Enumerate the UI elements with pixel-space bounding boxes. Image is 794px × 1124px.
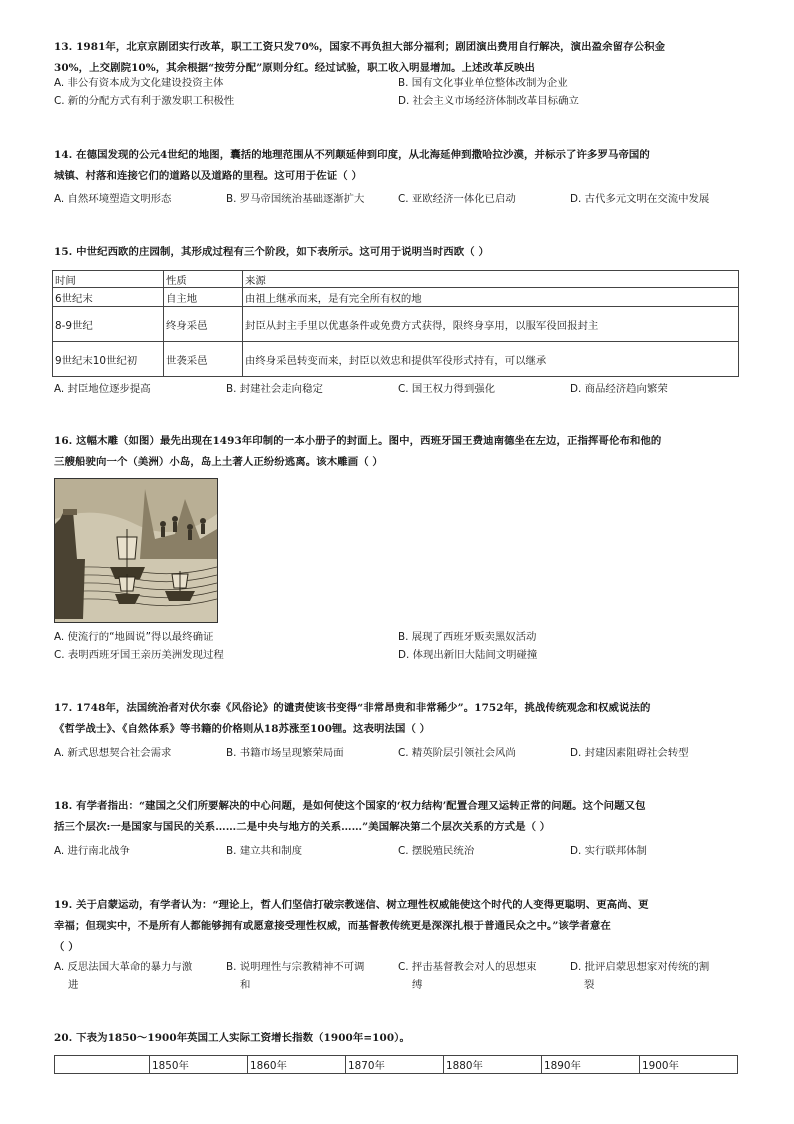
q14-stem xyxy=(54,145,744,187)
q13-option-d: D. 社会主义市场经济体制改革目标确立 xyxy=(398,95,579,107)
q13-option-b: B. 国有文化事业单位整体改制为企业 xyxy=(398,77,568,89)
header-time: 时间 xyxy=(53,271,164,288)
q19-option-c-line1: C. 抨击基督教会对人的思想束 xyxy=(398,961,537,973)
table-header-row xyxy=(53,271,739,288)
woodcut-illustration xyxy=(55,479,217,622)
cell-nature: 世袭采邑 xyxy=(164,342,243,377)
q13-stem xyxy=(54,37,744,79)
q18-stem-line2: 括三个层次:一是国家与国民的关系……二是中央与地方的关系……”美国解决第二个层次关系的方式是（ ） xyxy=(54,821,551,833)
q18-option-c: C. 摆脱殖民统治 xyxy=(398,845,475,857)
table-row xyxy=(53,288,739,307)
year-cell xyxy=(55,1056,150,1074)
q17-stem xyxy=(54,698,744,740)
q16-stem xyxy=(54,431,744,473)
q16-option-d: D. 体现出新旧大陆间文明碰撞 xyxy=(398,649,538,661)
q19-option-b-line1: B. 说明理性与宗教精神不可调 xyxy=(226,961,365,973)
q19-stem-line2: 幸福；但现实中，不是所有人都能够拥有或愿意接受理性权威，而基督教传统更是深深扎根于普通民众之中。”该学者意在 xyxy=(54,920,611,932)
header-nature: 性质 xyxy=(164,271,243,288)
q14-stem-line1: 14. 在德国发现的公元4世纪的地图，囊括的地理范围从不列颠延伸到印度，从北海延伸到撒哈拉沙漠，并标示了许多罗马帝国的 xyxy=(54,149,650,161)
q14-option-d: D. 古代多元文明在交流中发展 xyxy=(570,193,710,205)
q20-stem: 20. 下表为1850～1900年英国工人实际工资增长指数（1900年=100）。 xyxy=(54,1032,410,1044)
q15-option-d: D. 商品经济趋向繁荣 xyxy=(570,383,668,395)
q19-option-a-line1: A. 反思法国大革命的暴力与激 xyxy=(54,961,193,973)
cell-nature: 自主地 xyxy=(164,288,243,307)
header-source: 来源 xyxy=(243,271,739,288)
year-cell: 1880年 xyxy=(444,1056,542,1074)
year-cell: 1850年 xyxy=(150,1056,248,1074)
table-header-row xyxy=(55,1056,738,1074)
table-row xyxy=(53,342,739,377)
cell-nature: 终身采邑 xyxy=(164,307,243,342)
q15-option-c: C. 国王权力得到强化 xyxy=(398,383,495,395)
q19-stem-line1: 19. 关于启蒙运动，有学者认为：“理论上，哲人们坚信打破宗教迷信、树立理性权威能使这个时代的人变得更聪明、更高尚、更 xyxy=(54,899,649,911)
q19-option-a-line2: 进 xyxy=(68,979,79,991)
q13-stem-line2: 30%，上交剧院10%，其余根据“按劳分配”原则分红。经过试验，职工收入明显增加。上述改革反映出 xyxy=(54,62,536,74)
q16-option-c: C. 表明西班牙国王亲历美洲发现过程 xyxy=(54,649,224,661)
q13-stem-line1: 13. 1981年，北京京剧团实行改革，职工工资只发70%，国家不再负担大部分福利；剧团演出费用自行解决，演出盈余留存公积金 xyxy=(54,41,666,53)
cell-source: 由终身采邑转变而来，封臣以效忠和提供军役形式持有，可以继承 xyxy=(243,342,739,377)
q17-option-d: D. 封建因素阻碍社会转型 xyxy=(570,747,689,759)
q19-option-c xyxy=(398,958,558,994)
cell-source: 由祖上继承而来，是有完全所有权的地 xyxy=(243,288,739,307)
q15-option-b: B. 封建社会走向稳定 xyxy=(226,383,323,395)
q17-option-a: A. 新式思想契合社会需求 xyxy=(54,747,172,759)
q17-stem-line2: 《哲学战士》、《自然体系》等书籍的价格则从18苏涨至100锂。这表明法国（ ） xyxy=(54,723,431,735)
q19-stem xyxy=(54,895,744,958)
q19-option-c-line2: 缚 xyxy=(412,979,423,991)
q15-stem: 15. 中世纪西欧的庄园制，其形成过程有三个阶段，如下表所示。这可用于说明当时西欧（ ） xyxy=(54,246,489,258)
q20-table xyxy=(54,1055,738,1074)
cell-time: 8-9世纪 xyxy=(53,307,164,342)
q18-stem-line1: 18. 有学者指出：“建国之父们所要解决的中心问题，是如何使这个国家的‘权力结构’配置合理又运转正常的问题。这个问题又包 xyxy=(54,800,646,812)
table-row xyxy=(53,307,739,342)
year-cell: 1870年 xyxy=(346,1056,444,1074)
q14-option-a: A. 自然环境塑造文明形态 xyxy=(54,193,172,205)
q19-option-b-line2: 和 xyxy=(240,979,251,991)
q18-option-d: D. 实行联邦体制 xyxy=(570,845,647,857)
q16-option-b: B. 展现了西班牙贩卖黑奴活动 xyxy=(398,631,537,643)
q19-option-d-line2: 裂 xyxy=(584,979,595,991)
q18-option-a: A. 进行南北战争 xyxy=(54,845,130,857)
year-cell: 1890年 xyxy=(542,1056,640,1074)
q13-option-a: A. 非公有资本成为文化建设投资主体 xyxy=(54,77,224,89)
q14-option-c: C. 亚欧经济一体化已启动 xyxy=(398,193,516,205)
year-cell: 1860年 xyxy=(248,1056,346,1074)
q19-option-d-line1: D. 批评启蒙思想家对传统的割 xyxy=(570,961,710,973)
cell-source: 封臣从封主手里以优惠条件或免费方式获得，限终身享用，以服军役回报封主 xyxy=(243,307,739,342)
q16-stem-line2: 三艘船驶向一个（美洲）小岛，岛上土著人正纷纷逃离。该木雕画（ ） xyxy=(54,456,383,468)
year-cell: 1900年 xyxy=(640,1056,738,1074)
q19-stem-line3: （ ） xyxy=(54,941,79,953)
q19-option-b xyxy=(226,958,386,994)
q13-option-c: C. 新的分配方式有利于激发职工积极性 xyxy=(54,95,235,107)
q19-option-d xyxy=(570,958,740,994)
q19-option-a xyxy=(54,958,214,994)
columbus-woodcut-image xyxy=(54,478,218,623)
q14-stem-line2: 城镇、村落和连接它们的道路以及道路的里程。这可用于佐证（ ） xyxy=(54,170,362,182)
q15-table xyxy=(52,270,739,377)
q18-option-b: B. 建立共和制度 xyxy=(226,845,303,857)
cell-time: 6世纪末 xyxy=(53,288,164,307)
q17-option-c: C. 精英阶层引领社会风尚 xyxy=(398,747,516,759)
q17-option-b: B. 书籍市场呈现繁荣局面 xyxy=(226,747,344,759)
q16-stem-line1: 16. 这幅木雕（如图）最先出现在1493年印制的一本小册子的封面上。图中，西班牙国王费迪南德坐在左边，正指挥哥伦布和他的 xyxy=(54,435,662,447)
cell-time: 9世纪末10世纪初 xyxy=(53,342,164,377)
q17-stem-line1: 17. 1748年，法国统治者对伏尔泰《风俗论》的谴责使该书变得“非常昂贵和非常稀少”。1752年，挑战传统观念和权威说法的 xyxy=(54,702,651,714)
q16-option-a: A. 使流行的“地圆说”得以最终确证 xyxy=(54,631,214,643)
q14-option-b: B. 罗马帝国统治基础逐渐扩大 xyxy=(226,193,365,205)
q18-stem xyxy=(54,796,744,838)
q15-option-a: A. 封臣地位逐步提高 xyxy=(54,383,151,395)
